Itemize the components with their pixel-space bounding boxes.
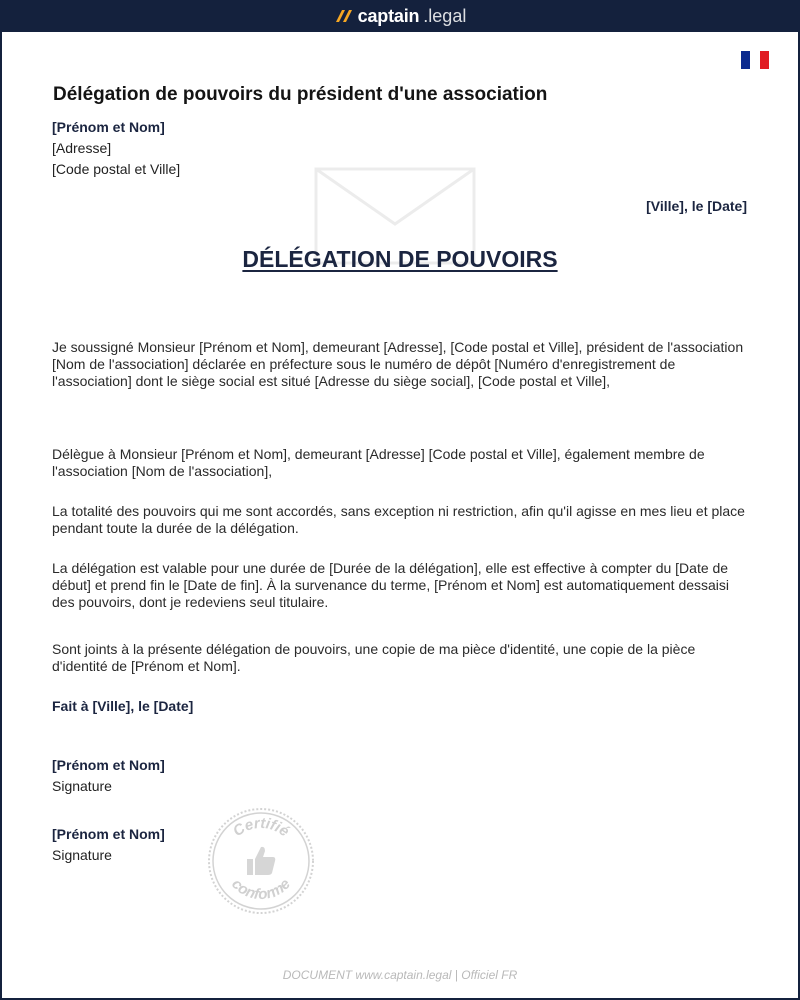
signatory-name: [Prénom et Nom] (52, 757, 165, 773)
captain-logo-icon (334, 9, 354, 23)
place-date: [Ville], le [Date] (646, 198, 747, 214)
signature-label: Signature (52, 847, 112, 863)
france-flag-icon (741, 51, 769, 69)
fait-a-line: Fait à [Ville], le [Date] (52, 698, 194, 714)
top-bar (0, 0, 800, 32)
main-heading (0, 246, 800, 273)
svg-text:conforme (228, 876, 294, 904)
brand[interactable] (334, 6, 467, 27)
document-title: Délégation de pouvoirs du président d'une association (53, 84, 548, 105)
stamp-bottom-text: conforme (228, 875, 294, 904)
sender-block (52, 117, 180, 180)
thumbs-up-icon (247, 847, 275, 875)
signatory-block-2 (52, 824, 165, 866)
sender-address: [Adresse] (52, 140, 112, 156)
footer-text: DOCUMENT www.captain.legal | Officiel FR (282, 968, 518, 982)
main-heading-text: DÉLÉGATION DE POUVOIRS (242, 246, 558, 272)
paragraph-5: Sont joints à la présente délégation de pouvoirs, une copie de ma pièce d'identité, une copie de la pièce d'identité de [Prénom et Nom]. (52, 641, 696, 674)
sender-name: [Prénom et Nom] (52, 119, 165, 135)
signatory-block-1 (52, 755, 165, 797)
paragraph-1: Je soussigné Monsieur [Prénom et Nom], demeurant [Adresse], [Code postal et Ville], président de l'association [Nom de l'association] déclarée en préfecture sous le numéro de dépôt [Numéro d'enregistrement de l'association] dont le siège social est situé [Adresse du siège social], [Code postal et Ville], (52, 339, 744, 389)
paragraph-2: Délègue à Monsieur [Prénom et Nom], demeurant [Adresse] [Code postal et Ville], également membre de l'association [Nom de l'association], (52, 446, 705, 479)
brand-name: captain (357, 5, 420, 26)
certified-stamp (206, 806, 316, 916)
paragraph-4: La délégation est valable pour une durée de [Durée de la délégation], elle est effective à compter du [Date de début] et prend fin le [Date de fin]. À la survenance du terme, [Prénom et Nom] est automatiquement dessaisi des pouvoirs, dont je redeviens seul titulaire. (52, 560, 730, 610)
signature-label: Signature (52, 778, 112, 794)
paragraph-3: La totalité des pouvoirs qui me sont accordés, sans exception ni restriction, afin qu'il agisse en mes lieu et place pendant toute la durée de la délégation. (52, 503, 745, 536)
sender-city: [Code postal et Ville] (52, 161, 181, 177)
brand-tld: .legal (423, 5, 467, 26)
stamp-top-text: Certifié (229, 814, 293, 841)
signatory-name: [Prénom et Nom] (52, 826, 165, 842)
